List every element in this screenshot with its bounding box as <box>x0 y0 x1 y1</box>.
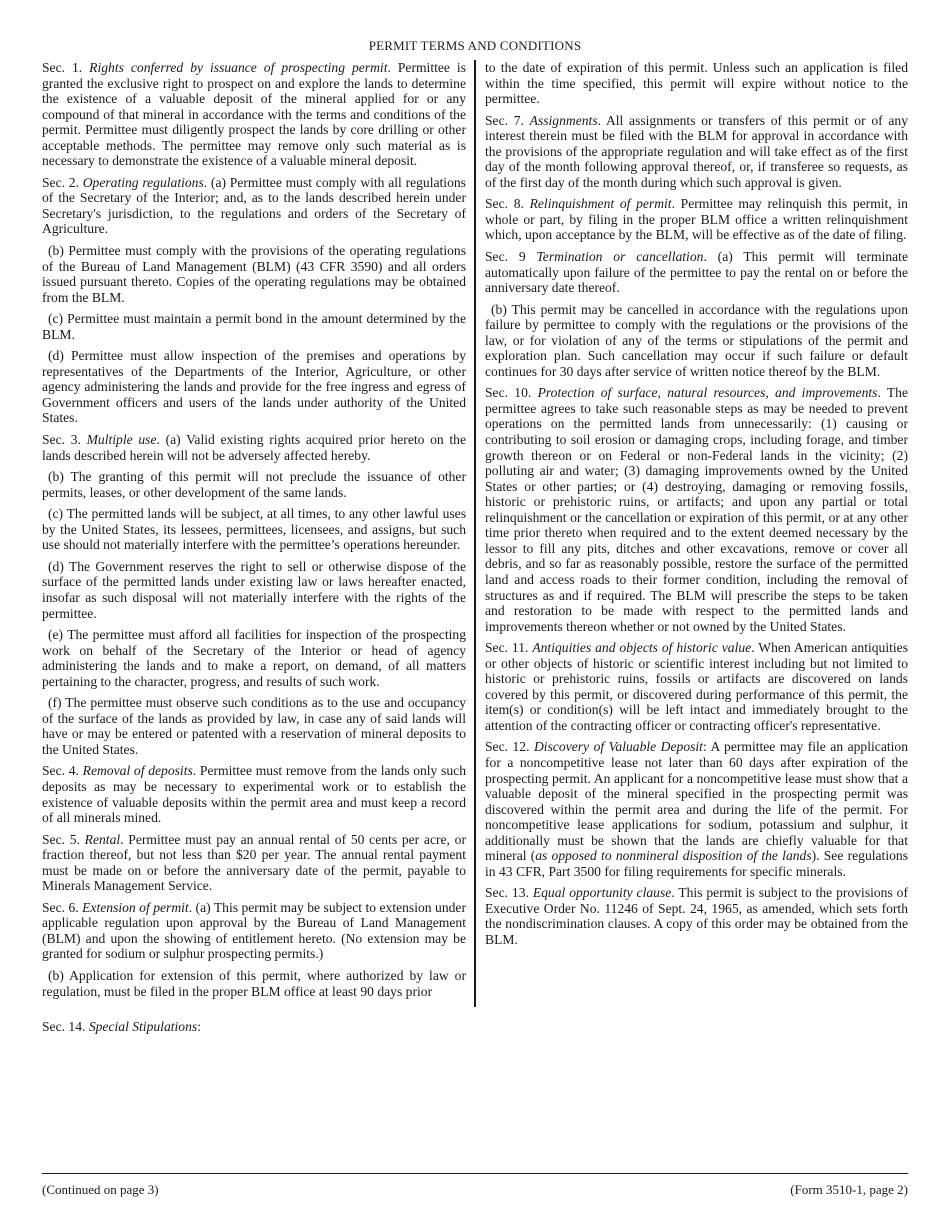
section-9 <box>485 249 908 296</box>
section-body: . (a) Permittee must comply with all regulations of the Secretary of the Interior; and, as to the lands described herein under Secretary's jurisdiction, to the regulations and orders of the Secretary of Agriculture. <box>42 174 466 237</box>
section-body: . (a) This permit will terminate automatically upon failure of the permittee to pay the rental on or before the anniversary date thereof. <box>485 249 908 296</box>
continued-note: (Continued on page 3) <box>42 1182 159 1197</box>
section-heading: Rights conferred by issuance of prospecting permit <box>89 60 388 75</box>
section-body: . This permit is subject to the provisions of Executive Order No. 11246 of Sept. 24, 1965, as amended, which sets forth the nondiscrimination clauses. A copy of this order may be obtained from the BLM. <box>485 885 908 947</box>
section-8 <box>485 196 908 243</box>
section-body: . Permittee is granted the exclusive right to prospect on and explore the lands to determine the existence of a valuable deposit of the mineral applied for or any compound of that mineral in accordance with the terms and conditions of the permit. Permittee must diligently prospect the lands by core drilling or other acceptable methods. The permittee may remove only such material as is necessary to demonstrate the existence of a valuable mineral deposit. <box>42 60 466 169</box>
section-number: Sec. 8. <box>485 196 530 212</box>
form-number: (Form 3510-1, page 2) <box>790 1182 908 1197</box>
section-4 <box>42 763 466 825</box>
section-13 <box>485 885 908 947</box>
section-number: Sec. 3. <box>42 432 87 448</box>
section-14 <box>42 1019 201 1035</box>
section-3 <box>42 432 466 463</box>
section-body-tail: ). See regulations in 43 CFR, Part 3500 for filing requirements for specific minerals. <box>485 848 908 879</box>
section-11 <box>485 640 908 733</box>
section-7 <box>485 113 908 191</box>
section-heading: Multiple use <box>86 432 157 448</box>
section-1 <box>42 60 466 169</box>
footer-rule <box>42 1173 908 1174</box>
section-heading: Protection of surface, natural resources, and improvements <box>537 385 878 401</box>
section-number: Sec. 6. <box>42 899 83 915</box>
section-body: : A permittee may file an application for a noncompetitive lease not later than 60 days after expiration of the prospecting permit. An applicant for a noncompetitive lease must show that a valuable deposit of the mineral specified in the prospecting permit was discovered within the permit area and during the life of the permit. For noncompetitive lease applications for sodium, potassium and sulphur, it additionally must be shown that the lands are chiefly valuable for that mineral ( <box>485 739 909 864</box>
section-heading: Termination or cancellation <box>536 249 704 265</box>
section-number: Sec. 2. <box>42 174 83 190</box>
section-number: Sec. 11. <box>485 640 533 656</box>
section-2-d: (d) Permittee must allow inspection of the premises and operations by representatives of the Departments of the Interior, Agriculture, or other agency administering the lands and provide for the free ingress and egress of Government officers and users of the lands under authority of the United States. <box>42 348 466 426</box>
section-colon: : <box>197 1019 201 1034</box>
section-body: . The permittee agrees to take such reasonable steps as may be needed to prevent operations on the permitted lands from unnecessarily: (1) causing or contributing to soil erosion or damaging crops, including forage, and timber growth thereon or on Federal or non-Federal lands in the vicinity; (2) polluting air and water; (3) damaging improvements owned by the United States or other parties; or (4) destroying, damaging or removing fossils, historic or prehistoric ruins, or artifacts; and upon any partial or total relinquishment or the cancellation or expiration of this permit, or at any other time prior thereto when required and to the extent deemed necessary by the lessor to fill any pits, ditches and other excavations, remove or cover all debris, and so far as reasonably possible, restore the surface of the permitted land and access roads to their former condition, including the removal of structures as and if required. The BLM will prescribe the steps to be taken and restoration to be made with respect to the permitted lands and improvements thereon whether or not owned by the United States. <box>485 385 909 634</box>
section-body: . Permittee must pay an annual rental of 50 cents per acre, or fraction thereof, but not less than $20 per year. The annual rental payment must be made on or before the anniversary date of the permit, payable to Minerals Management Service. <box>42 831 466 894</box>
section-2-c: (c) Permittee must maintain a permit bond in the amount determined by the BLM. <box>42 311 466 342</box>
section-heading: Relinquishment of permit <box>529 196 672 212</box>
section-heading: Assignments <box>529 112 598 128</box>
section-number: Sec. 4. <box>42 763 83 779</box>
page-title: PERMIT TERMS AND CONDITIONS <box>368 38 582 53</box>
section-number: Sec. 1. <box>42 60 90 75</box>
section-6 <box>42 900 466 962</box>
column-divider <box>474 60 476 1007</box>
section-body: . Permittee must remove from the lands only such deposits as may be necessary to experimental work or to establish the existence of valuable deposits within the permit area and must keep a record of all minerals mined. <box>42 763 466 826</box>
section-number: Sec. 7. <box>485 112 530 128</box>
right-column <box>485 60 908 954</box>
section-number: Sec. 12. <box>485 739 534 755</box>
section-heading: Removal of deposits <box>82 763 193 779</box>
section-body: . All assignments or transfers of this permit or of any interest therein must be filed with the BLM for approval in accordance with the provisions of the appropriate regulation and will take effect as of the first day of the month following approval thereof, or, if transferee so requests, as of the first day of the month during which such approval is given. <box>485 112 908 190</box>
section-2-b: (b) Permittee must comply with the provisions of the operating regulations of the Bureau of Land Management (BLM) (43 CFR 3590) and all orders issued pursuant thereto. Copies of the operating regulations may be obtained from the BLM. <box>42 243 466 305</box>
section-body: . (a) Valid existing rights acquired prior hereto on the lands described herein will not be adversely affected hereby. <box>42 432 466 463</box>
left-column <box>42 60 466 1005</box>
section-6-continued: to the date of expiration of this permit. Unless such an application is filed within the time specified, this permit will expire without notice to the permittee. <box>485 60 908 107</box>
section-12 <box>485 739 908 879</box>
section-3-f: (f) The permittee must observe such conditions as to the use and occupancy of the surface of the lands as provided by law, in case any of said lands will have or may be entered or patented with a reservation of mineral deposits to the United States. <box>42 695 466 757</box>
section-heading: Extension of permit <box>82 899 189 915</box>
section-heading: Antiquities and objects of historic value <box>532 640 752 656</box>
section-heading: Rental <box>84 831 121 847</box>
section-10 <box>485 385 908 634</box>
section-italic-phrase: as opposed to nonmineral disposition of the lands <box>535 848 812 864</box>
section-5 <box>42 832 466 894</box>
section-body: . Permittee may relinquish this permit, in whole or part, by filing in the proper BLM office a written relinquishment which, upon acceptance by the BLM, will be effective as of the date of filing. <box>485 196 908 243</box>
section-number: Sec. 13. <box>485 885 533 901</box>
section-body: . When American antiquities or other objects of historic or scientific interest including but not limited to historic or prehistoric ruins, fossils or artifacts are discovered on lands covered by this permit, or discovered during performance of this permit, the item(s) or condition(s) will be left intact and immediately brought to the attention of the contracting officer or contracting officer's representative. <box>485 640 909 733</box>
section-number: Sec. 14. <box>42 1019 89 1034</box>
section-9-b: (b) This permit may be cancelled in accordance with the regulations upon failure by permittee to comply with the regulations or the provisions of the law, or for violation of any of the terms or stipulations of the permit and exploration plan. Such cancellation may occur if such failure or default continues for 30 days after service of written notice thereof by the BLM. <box>485 301 908 379</box>
section-6-b: (b) Application for extension of this permit, where authorized by law or regulation, must be filed in the proper BLM office at least 90 days prior <box>42 967 466 999</box>
section-3-b: (b) The granting of this permit will not preclude the issuance of other permits, leases, or other development of the same lands. <box>42 469 466 500</box>
section-number: Sec. 5. <box>42 831 85 847</box>
section-body: . (a) This permit may be subject to extension under applicable regulation upon approval by the Bureau of Land Management (BLM) and upon the showing of entitlement hereto. (No extension may be granted for sodium or sulphur prospecting permits.) <box>42 899 466 962</box>
section-2 <box>42 175 466 237</box>
section-heading: Special Stipulations <box>88 1019 198 1034</box>
section-number: Sec. 9 <box>485 249 537 265</box>
section-heading: Operating regulations <box>82 174 204 190</box>
section-heading: Discovery of Valuable Deposit <box>533 739 703 755</box>
section-number: Sec. 10. <box>485 385 538 401</box>
section-3-d: (d) The Government reserves the right to sell or otherwise dispose of the surface of the permitted lands under existing law or laws hereafter enacted, insofar as such disposal will not materially interfere with the rights of the permittee. <box>42 558 466 621</box>
section-3-e: (e) The permittee must afford all facilities for inspection of the prospecting work on behalf of the Secretary of the Interior or head of agency administering the lands and to make a report, on demand, of all matters pertaining to the character, progress, and results of such work. <box>42 627 466 689</box>
section-heading: Equal opportunity clause <box>532 885 672 901</box>
section-3-c: (c) The permitted lands will be subject, at all times, to any other lawful uses by the United States, its lessees, permittees, licensees, and assigns, but such use should not materially interfere with the permittee’s operations hereunder. <box>42 506 466 553</box>
